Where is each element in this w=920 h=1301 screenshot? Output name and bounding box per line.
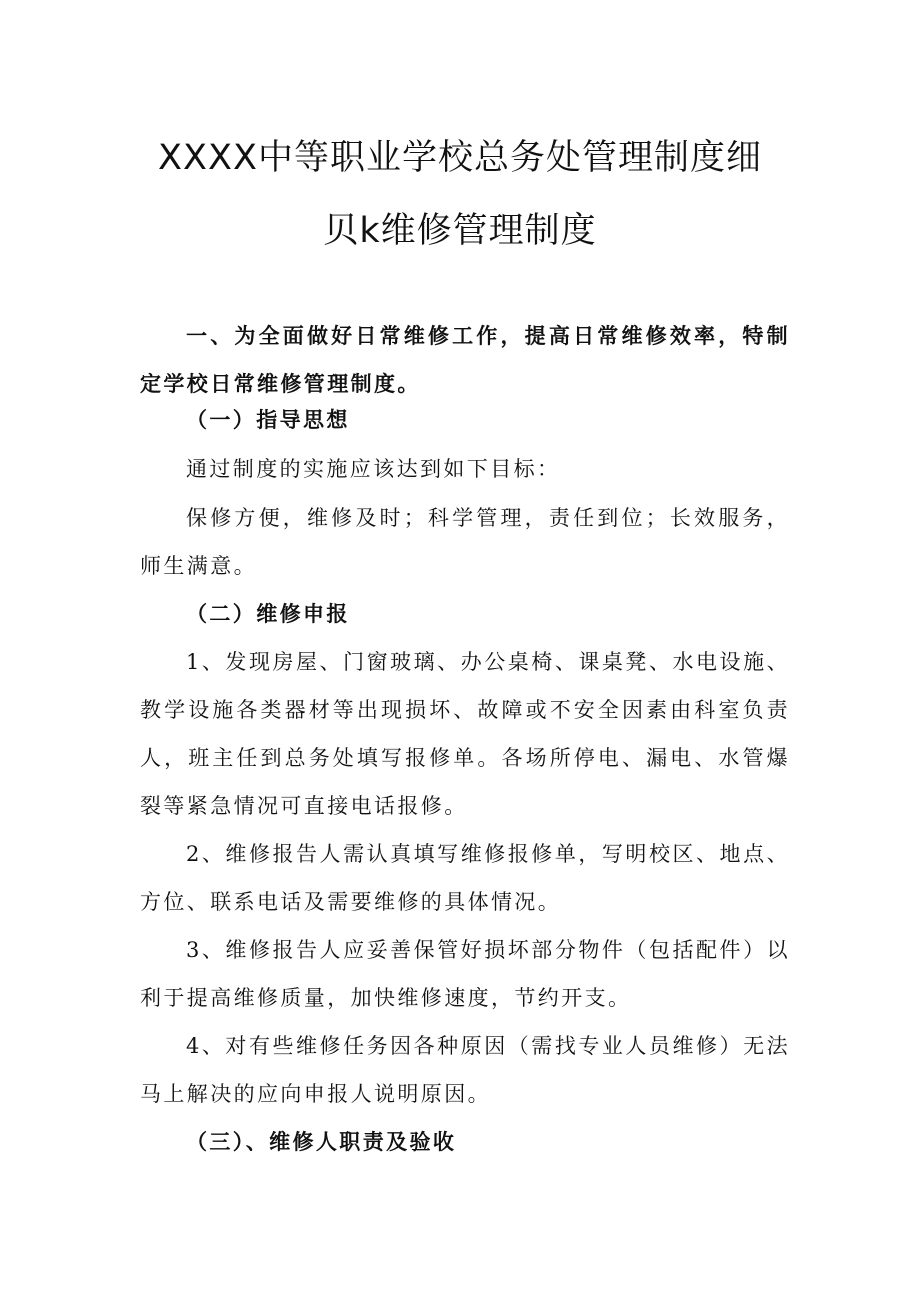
section-heading-repair-request: （二）维修申报 [186,602,350,626]
list-item-repair-1: 1、发现房屋、门窗玻璃、办公桌椅、课桌凳、水电设施、教学设施各类器材等出现损坏、故障或不安全因素由科室负责人，班主任到总务处填写报修单。各场所停电、漏电、水管爆裂等紧急情况可直接电话报修。 [140,650,790,818]
list-item-repair-3: 3、维修报告人应妥善保管好损坏部分物件（包括配件）以利于提高维修质量，加快维修速度，节约开支。 [140,938,790,1010]
intro-paragraph: 一、为全面做好日常维修工作，提高日常维修效率，特制定学校日常维修管理制度。 [140,324,790,396]
list-item-repair-2: 2、维修报告人需认真填写维修报修单，写明校区、地点、方位、联系电话及需要维修的具体情况。 [140,842,790,914]
list-item-repair-4: 4、对有些维修任务因各种原因（需找专业人员维修）无法马上解决的应向申报人说明原因。 [140,1034,790,1106]
document-title-line-2: 贝k维修管理制度 [323,211,597,251]
section-heading-guiding-principle: （一）指导思想 [186,408,350,432]
paragraph-goals: 保修方便，维修及时；科学管理，责任到位；长效服务，师生满意。 [140,506,790,578]
section-heading-repairer-duties: （三）、维修人职责及验收 [186,1130,457,1154]
paragraph-goals-intro: 通过制度的实施应该达到如下目标： [186,457,561,481]
document-title-line-1: XXXX中等职业学校总务处管理制度细 [158,138,762,178]
